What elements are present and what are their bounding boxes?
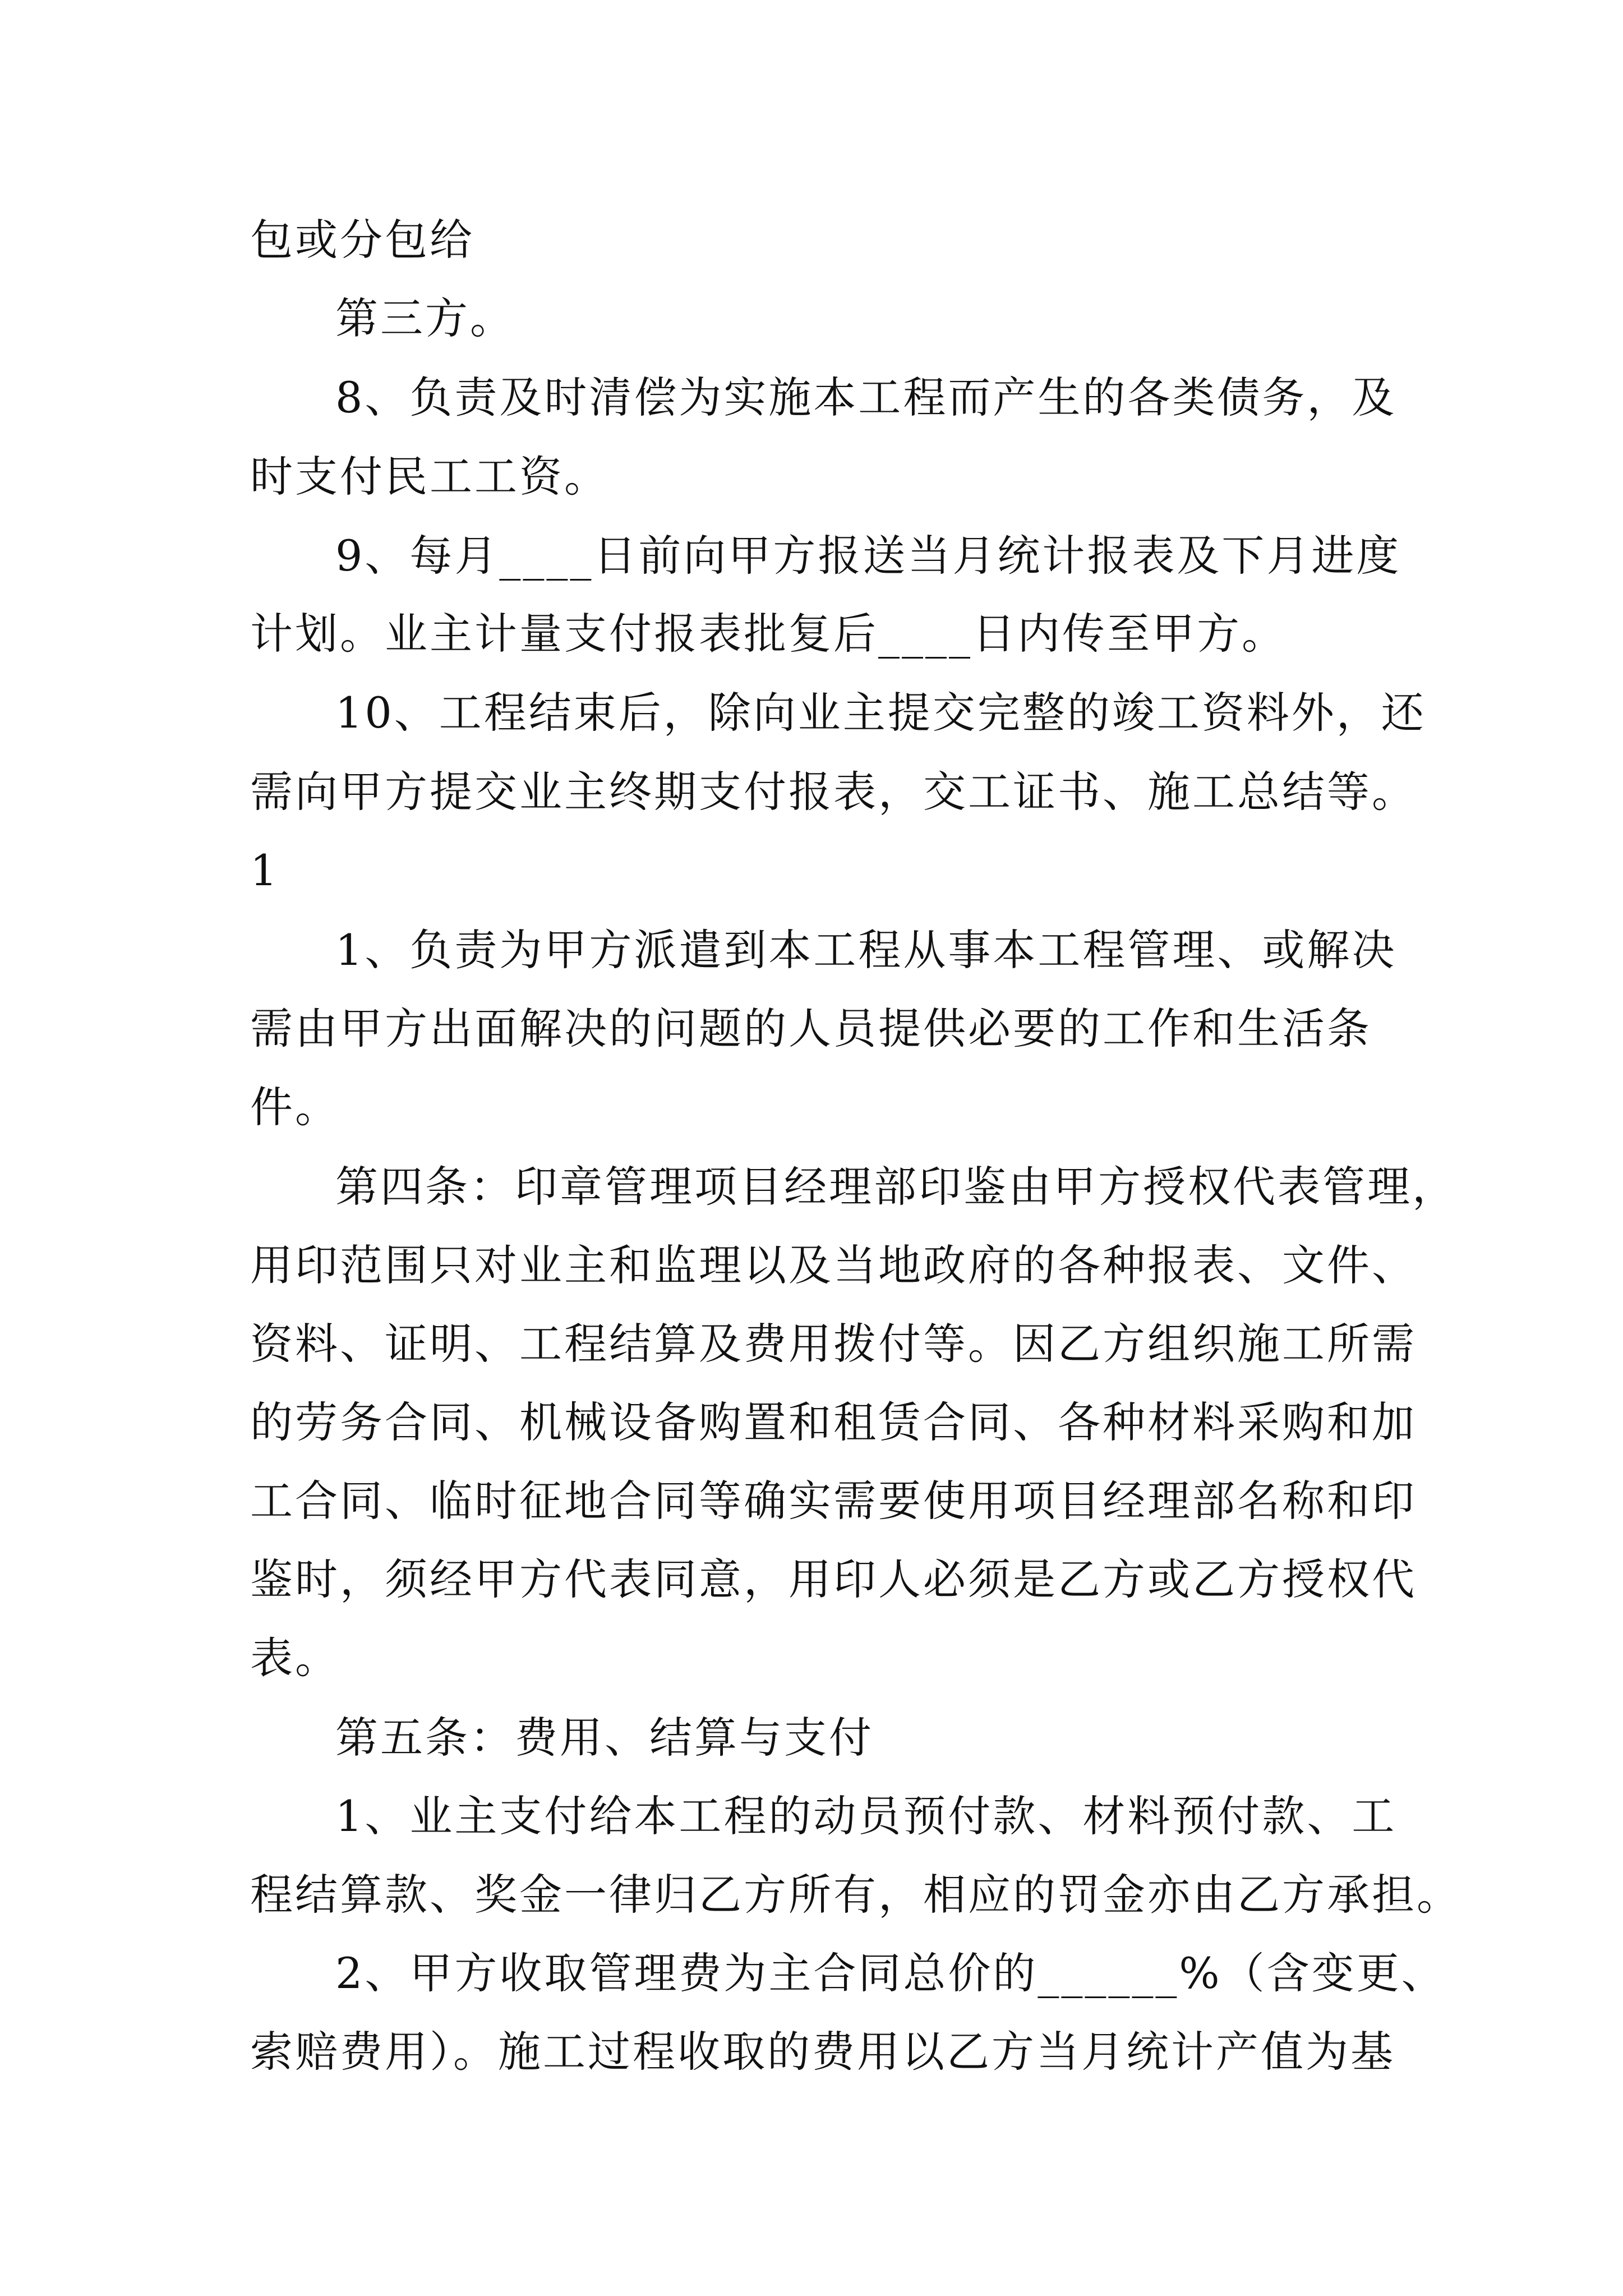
text-line: 需由甲方出面解决的问题的人员提供必要的工作和生活条 [250,1004,1372,1053]
text-line: 计划。业主计量支付报表批复后____日内传至甲方。 [250,609,1287,659]
text-line: 工合同、临时征地合同等确实需要使用项目经理部名称和印 [250,1476,1417,1526]
text-line: 件。 [250,1082,340,1132]
text-line: 索赔费用）。施工过程收取的费用以乙方当月统计产值为基 [250,2027,1395,2077]
text-line: 鉴时，须经甲方代表同意，用印人必须是乙方或乙方授权代 [250,1554,1417,1604]
text-line: 9、每月____日前向甲方报送当月统计报表及下月进度 [335,531,1401,581]
text-line: 1、业主支付给本工程的动员预付款、材料预付款、工 [335,1791,1397,1841]
text-line: 8、负责及时清偿为实施本工程而产生的各类债务，及 [335,372,1397,422]
text-line: 第四条：印章管理项目经理部印鉴由甲方授权代表管理， [335,1162,1457,1212]
text-line: 2、甲方收取管理费为主合同总价的______%（含变更、 [335,1948,1446,1998]
text-line: 包或分包给 [250,215,474,265]
text-line: 程结算款、奖金一律归乙方所有，相应的罚金亦由乙方承担。 [250,1870,1461,1920]
text-line: 用印范围只对业主和监理以及当地政府的各种报表、文件、 [250,1240,1417,1290]
text-line: 1 [250,845,280,895]
text-line: 第五条：费用、结算与支付 [335,1713,874,1763]
text-line: 资料、证明、工程结算及费用拨付等。因乙方组织施工所需 [250,1319,1417,1369]
text-line: 表。 [250,1633,340,1683]
text-line: 需向甲方提交业主终期支付报表，交工证书、施工总结等。 [250,767,1417,817]
text-line: 10、工程结束后，除向业主提交完整的竣工资料外，还 [335,688,1426,738]
text-line: 时支付民工工资。 [250,452,609,501]
text-line: 1、负责为甲方派遣到本工程从事本工程管理、或解决 [335,925,1397,975]
text-line: 的劳务合同、机械设备购置和租赁合同、各种材料采购和加 [250,1397,1417,1447]
text-line: 第三方。 [335,293,515,343]
